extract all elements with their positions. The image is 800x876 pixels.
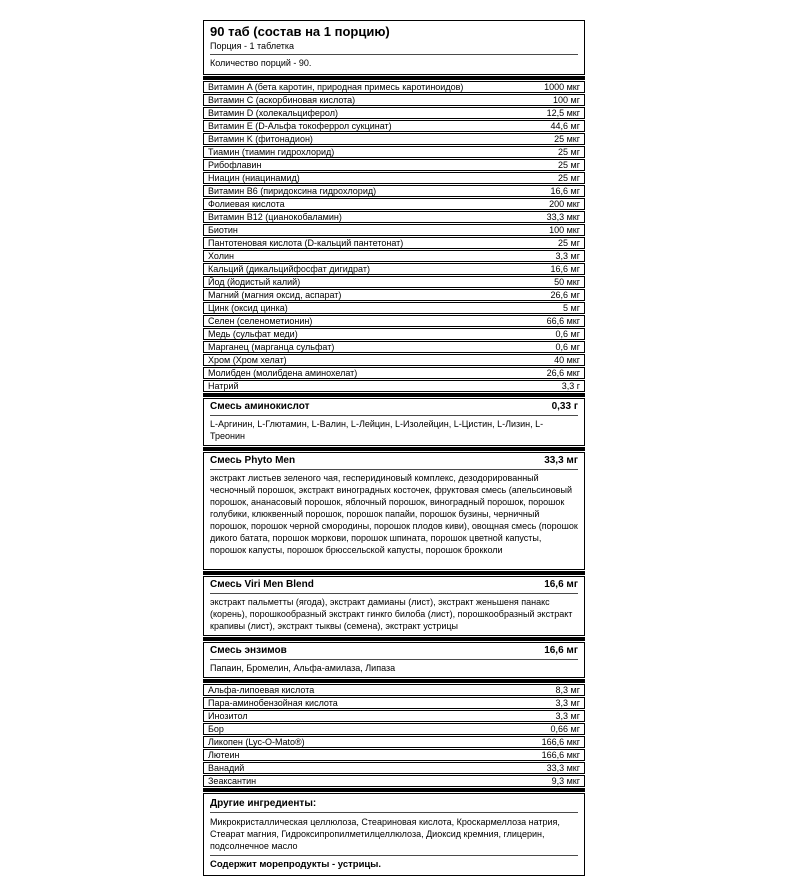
section-divider <box>203 76 585 80</box>
nutrient-value: 8,3 мг <box>555 685 580 695</box>
blend-section <box>203 398 585 446</box>
nutrient-value: 25 мг <box>558 160 580 170</box>
section-divider <box>203 637 585 641</box>
nutrient-value: 200 мкг <box>549 199 580 209</box>
table-row <box>203 762 585 774</box>
nutrient-value: 0,6 мг <box>555 342 580 352</box>
nutrient-name: Зеаксантин <box>208 776 257 786</box>
extra-nutrient-rows <box>203 684 585 787</box>
nutrient-value: 12,5 мкг <box>546 108 580 118</box>
section-divider <box>203 788 585 792</box>
blend-title: Смесь энзимов <box>210 645 287 656</box>
blend-content: экстракт листьев зеленого чая, гесперидиновый комплекс, дезодорированный чесночный порошок, экстракт виноградных косточек, фруктовая смесь (апельсиновый порошок, ананасовый порошок, яблочный порошок, виноградный порошок, порошок голубики, клюквенный порошок, порошок папайи, порошок бузины, черничный порошок, порошок черной смородины, порошок плодов киви), овощная смесь (порошок дикого батата, порошок моркови, порошок шпината, порошок цветной капусты, порошок капусты, порошок брюссельской капусты, порошок брокколи <box>210 473 578 555</box>
nutrient-value: 50 мкг <box>554 277 580 287</box>
nutrient-name: Витамин E (D-Альфа токоферрол сукцинат) <box>208 121 392 131</box>
divider <box>210 54 578 55</box>
nutrient-name: Пантотеновая кислота (D-кальций пантетонат) <box>208 238 404 248</box>
nutrient-name: Пара-аминобензойная кислота <box>208 698 338 708</box>
nutrient-name: Альфа-липоевая кислота <box>208 685 315 695</box>
table-row <box>203 94 585 106</box>
nutrient-name: Витамин C (аскорбиновая кислота) <box>208 95 356 105</box>
nutrient-value: 16,6 мг <box>550 264 580 274</box>
nutrient-value: 16,6 мг <box>550 186 580 196</box>
other-ingredients-content: Микрокристаллическая целлюлоза, Стеариновая кислота, Кроскармеллоза натрия, Стеарат магния, Гидроксипропилметилцеллюлоза, Диоксид кремния, глицерин, подсолнечное масло <box>210 813 578 856</box>
table-row <box>203 354 585 366</box>
table-row <box>203 328 585 340</box>
nutrient-name: Магний (магния оксид, аспарат) <box>208 290 342 300</box>
nutrient-name: Тиамин (тиамин гидрохлорид) <box>208 147 335 157</box>
nutrient-value: 26,6 мкг <box>546 368 580 378</box>
table-row <box>203 723 585 735</box>
section-divider <box>203 393 585 397</box>
serving-size: Порция - 1 таблетка <box>210 41 295 51</box>
nutrient-name: Марганец (марганца сульфат) <box>208 342 335 352</box>
nutrient-value: 166,6 мкг <box>541 750 580 760</box>
table-row <box>203 710 585 722</box>
table-row <box>203 367 585 379</box>
table-row <box>203 185 585 197</box>
blend-title: Смесь Viri Men Blend <box>210 579 314 590</box>
nutrient-name: Йод (йодистый калий) <box>208 277 301 287</box>
nutrient-name: Натрий <box>208 381 239 391</box>
table-row <box>203 198 585 210</box>
nutrient-name: Инозитол <box>208 711 248 721</box>
blend-content: Папаин, Бромелин, Альфа-амилаза, Липаза <box>210 663 396 673</box>
nutrient-name: Биотин <box>208 225 238 235</box>
table-row <box>203 684 585 696</box>
nutrient-value: 3,3 мг <box>555 698 580 708</box>
blend-value: 0,33 г <box>551 401 578 412</box>
nutrient-name: Рибофлавин <box>208 160 262 170</box>
nutrient-value: 9,3 мкг <box>551 776 580 786</box>
blend-sections <box>203 398 585 678</box>
table-row <box>203 302 585 314</box>
nutrient-value: 25 мкг <box>554 134 580 144</box>
section-divider <box>203 447 585 451</box>
nutrient-name: Цинк (оксид цинка) <box>208 303 288 313</box>
blend-content: L-Аргинин, L-Глютамин, L-Валин, L-Лейцин, L-Изолейцин, L-Цистин, L-Лизин, L-Треонин <box>210 419 544 441</box>
nutrient-name: Молибден (молибдена аминохелат) <box>208 368 358 378</box>
nutrient-value: 5 мг <box>563 303 580 313</box>
table-row <box>203 289 585 301</box>
nutrient-name: Бор <box>208 724 224 734</box>
nutrient-value: 25 мг <box>558 147 580 157</box>
table-row <box>203 263 585 275</box>
table-row <box>203 120 585 132</box>
table-row <box>203 250 585 262</box>
nutrient-value: 100 мкг <box>549 225 580 235</box>
nutrient-value: 40 мкг <box>554 355 580 365</box>
other-ingredients-heading: Другие ингредиенты: <box>210 796 578 813</box>
nutrient-value: 0,66 мг <box>550 724 580 734</box>
table-row <box>203 211 585 223</box>
table-row <box>203 237 585 249</box>
nutrient-name: Витамин K (фитонадион) <box>208 134 313 144</box>
supplement-facts-table <box>203 20 585 876</box>
nutrient-name: Ниацин (ниацинамид) <box>208 173 300 183</box>
table-row <box>203 341 585 353</box>
section-divider <box>203 571 585 575</box>
nutrient-value: 3,3 мг <box>555 711 580 721</box>
blend-value: 16,6 мг <box>544 645 578 656</box>
nutrient-value: 33,3 мкг <box>546 763 580 773</box>
nutrient-value: 25 мг <box>558 238 580 248</box>
nutrient-value: 26,6 мг <box>550 290 580 300</box>
table-row <box>203 107 585 119</box>
blend-value: 33,3 мг <box>544 455 578 466</box>
allergen-note: Содержит морепродукты - устрицы. <box>210 859 382 870</box>
table-row <box>203 775 585 787</box>
nutrient-value: 44,6 мг <box>550 121 580 131</box>
table-row <box>203 146 585 158</box>
table-row <box>203 315 585 327</box>
table-row <box>203 380 585 392</box>
servings-count: Количество порций - 90. <box>210 58 312 68</box>
section-divider <box>203 679 585 683</box>
product-title: 90 таб (состав на 1 порцию) <box>210 24 390 39</box>
nutrient-value: 0,6 мг <box>555 329 580 339</box>
nutrient-value: 66,6 мкг <box>546 316 580 326</box>
nutrient-name: Витамин B12 (цианокобаламин) <box>208 212 342 222</box>
table-row <box>203 172 585 184</box>
table-row <box>203 81 585 93</box>
nutrient-name: Медь (сульфат меди) <box>208 329 298 339</box>
nutrient-name: Ликопен (Lyc-O-Mato®) <box>208 737 305 747</box>
nutrient-rows <box>203 81 585 392</box>
nutrient-name: Витамин A (бета каротин, природная примесь каротиноидов) <box>208 82 464 92</box>
blend-section <box>203 452 585 570</box>
nutrient-value: 33,3 мкг <box>546 212 580 222</box>
blend-section <box>203 642 585 678</box>
table-row <box>203 697 585 709</box>
table-row <box>203 224 585 236</box>
nutrient-name: Ванадий <box>208 763 245 773</box>
blend-value: 16,6 мг <box>544 579 578 590</box>
table-row <box>203 133 585 145</box>
table-header <box>203 20 585 75</box>
nutrient-value: 25 мг <box>558 173 580 183</box>
nutrient-name: Витамин B6 (пиридоксина гидрохлорид) <box>208 186 377 196</box>
table-row <box>203 159 585 171</box>
blend-title: Смесь Phyto Men <box>210 455 296 466</box>
nutrient-value: 3,3 мг <box>555 251 580 261</box>
nutrient-name: Витамин D (холекальциферол) <box>208 108 338 118</box>
other-ingredients <box>203 793 585 876</box>
blend-title: Смесь аминокислот <box>210 401 310 412</box>
nutrient-name: Холин <box>208 251 234 261</box>
nutrient-value: 166,6 мкг <box>541 737 580 747</box>
table-row <box>203 276 585 288</box>
blend-content: экстракт пальметты (ягода), экстракт дамианы (лист), экстракт женьшеня панакс (корень), порошкообразный экстракт гинкго билоба (лист), порошкообразный экстракт крапивы (лист), экстракт тыквы (семена), экстракт устрицы <box>210 597 573 631</box>
nutrient-name: Лютеин <box>208 750 240 760</box>
nutrient-name: Хром (Хром хелат) <box>208 355 287 365</box>
nutrient-value: 100 мг <box>553 95 580 105</box>
nutrient-name: Селен (селенометионин) <box>208 316 313 326</box>
nutrient-name: Фолиевая кислота <box>208 199 285 209</box>
nutrient-value: 1000 мкг <box>544 82 580 92</box>
nutrient-name: Кальций (дикальцийфосфат дигидрат) <box>208 264 370 274</box>
blend-section <box>203 576 585 636</box>
table-row <box>203 736 585 748</box>
table-row <box>203 749 585 761</box>
nutrient-value: 3,3 г <box>561 381 580 391</box>
